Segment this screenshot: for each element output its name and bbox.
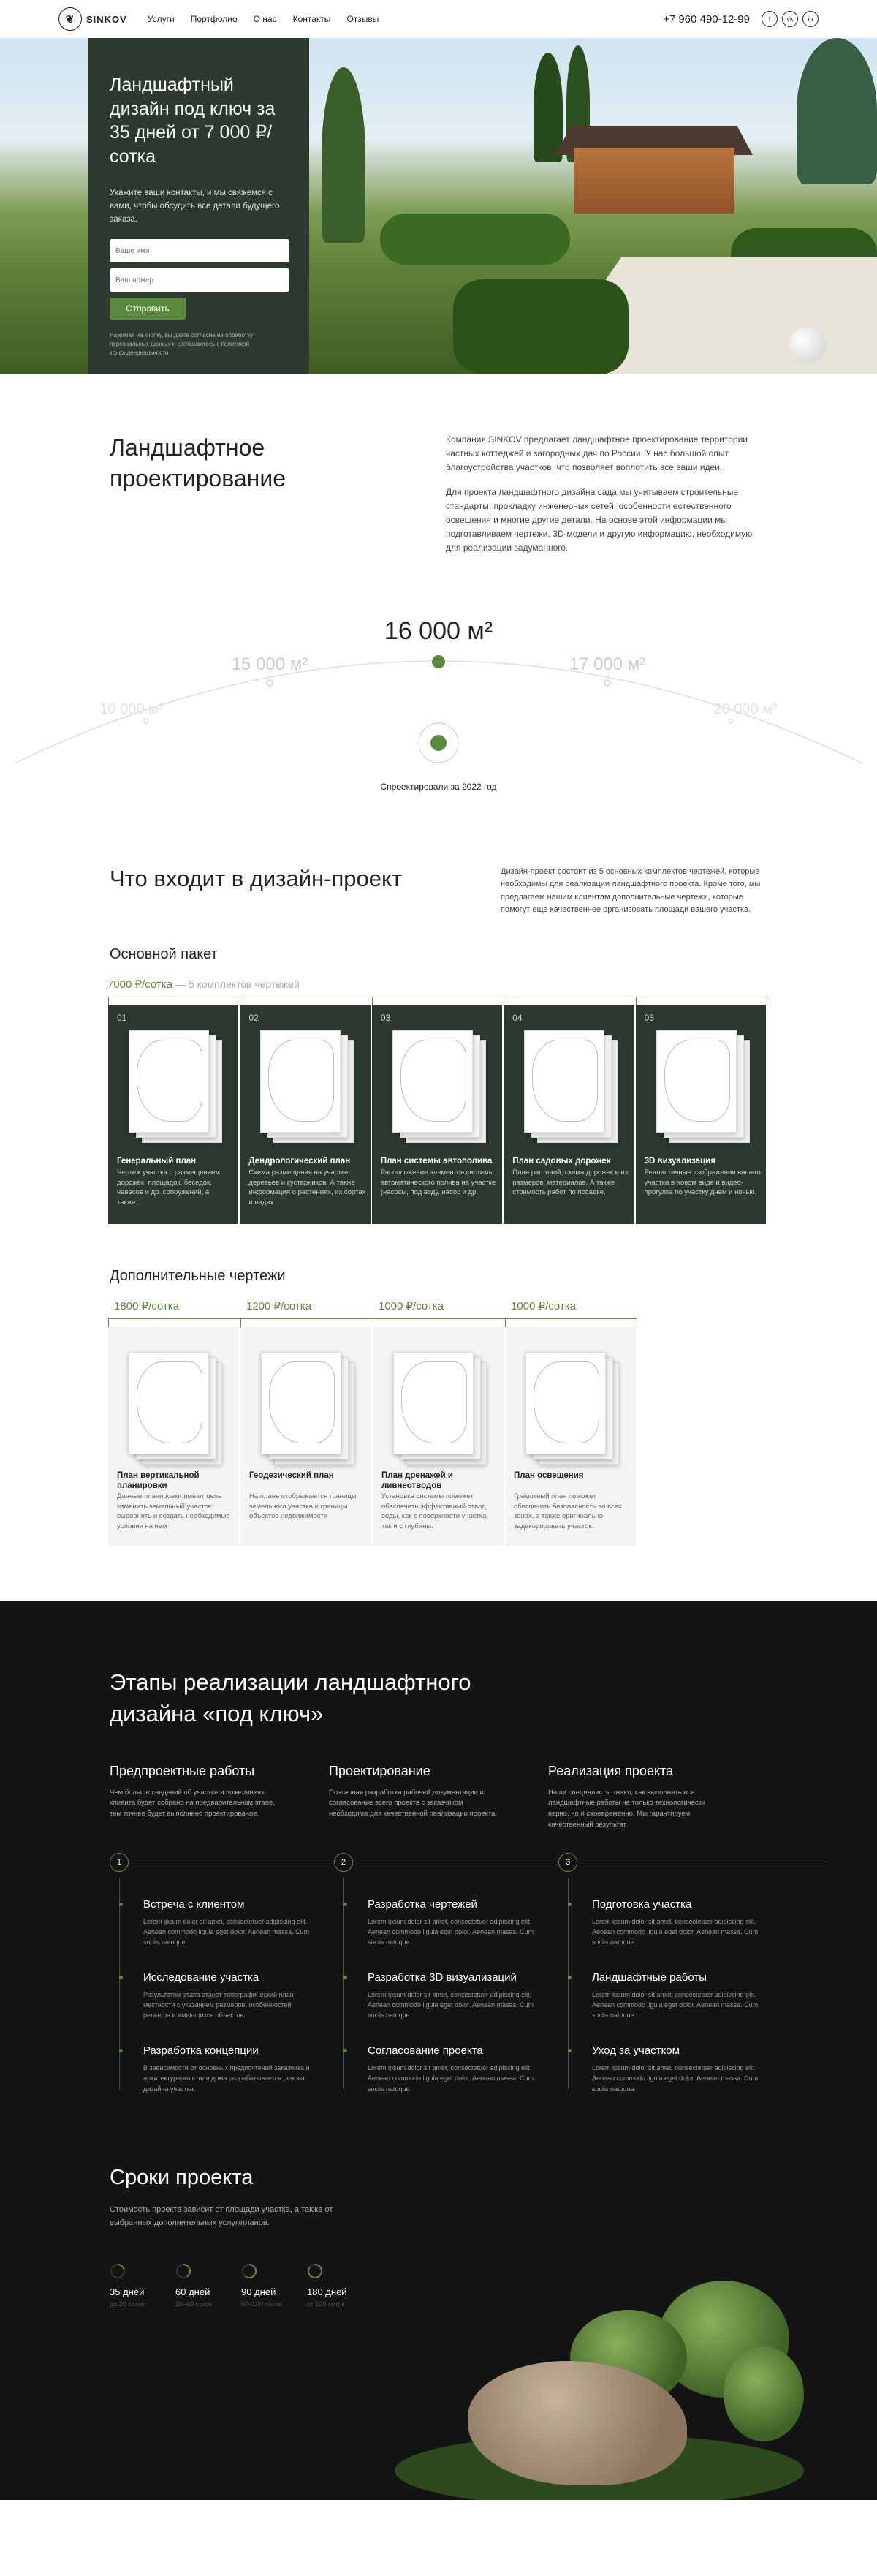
card-description: Чертеж участка с размещением дорожек, площадок, беседок, навесов и др. сооружений, а также...	[117, 1168, 220, 1207]
extra-drawing-card[interactable]	[240, 1327, 373, 1546]
hero-section	[0, 38, 877, 374]
hero-image-spruce	[797, 38, 877, 184]
stage-item-title: Подготовка участка	[592, 1898, 767, 1911]
extra-card-price: 1000 ₽/сотка	[511, 1299, 577, 1312]
card-title: План вертикальной планировки	[117, 1470, 200, 1491]
extra-title: Дополнительные чертежи	[110, 1267, 286, 1284]
nav-item-reviews[interactable]: Отзывы	[346, 14, 379, 24]
extra-card-price: 1000 ₽/сотка	[379, 1299, 444, 1312]
main-cards	[108, 1005, 767, 1224]
extra-drawing-card[interactable]	[108, 1327, 240, 1546]
term-note: 60–100 соток	[241, 2300, 281, 2308]
arc-value-right1: 17 000 м²	[569, 654, 646, 674]
includes-section	[0, 822, 877, 1546]
hero-image-tree	[322, 67, 365, 243]
stages-section	[0, 1601, 877, 2500]
progress-ring-icon	[175, 2263, 191, 2279]
stage-item-title: Уход за участком	[592, 2044, 767, 2057]
card-description: Реалистичные изображения вашего участка в новом виде и видео-прогулка по участку днем и ночью.	[644, 1168, 761, 1197]
stage-item	[143, 1898, 319, 1948]
stage-title: Реализация проекта	[548, 1763, 674, 1778]
hero-image-hedge	[380, 214, 570, 265]
stage-text: Поэтапная разработка рабочей документации и согласование всего проекта с заказчиком необходима для качественной реализации проекта.	[329, 1788, 498, 1818]
main-package-card[interactable]	[108, 1005, 240, 1224]
card-number: 01	[117, 1012, 127, 1023]
main-nav	[148, 14, 379, 24]
stage-text: Чем больше сведений об участке и пожеланиях клиента будет собрано на предварительном этапе, тем точнее будет выполнено проектирование.	[110, 1788, 275, 1818]
instagram-icon[interactable]: in	[802, 11, 819, 27]
stage-item-list	[368, 1898, 543, 2118]
terms-block	[110, 2163, 767, 2308]
arc-marker	[604, 680, 610, 686]
card-title: План освещения	[514, 1470, 584, 1480]
extra-drawing-card[interactable]	[505, 1327, 637, 1546]
term-note: 20–60 соток	[175, 2300, 212, 2308]
card-number: 04	[512, 1012, 523, 1023]
nav-item-about[interactable]: О нас	[253, 14, 277, 24]
progress-ring-icon	[241, 2263, 257, 2279]
vk-icon[interactable]: vk	[782, 11, 798, 27]
term-days: 35 дней	[110, 2286, 145, 2298]
stage-item	[368, 1971, 543, 2021]
stage-item	[592, 2044, 767, 2094]
phone-link[interactable]: +7 960 490-12-99	[663, 12, 750, 26]
card-description: Установка системы поможет обеспечить эффективный отвод воды, как с поверхности участка, так и с глубины.	[381, 1492, 489, 1531]
stage-item-title: Разработка 3D визуализаций	[368, 1971, 543, 1984]
stage-column	[329, 1764, 548, 1831]
stage-item	[143, 2044, 319, 2094]
nav-item-services[interactable]: Услуги	[147, 14, 175, 24]
extra-card-price: 1200 ₽/сотка	[246, 1299, 312, 1312]
stage-item-desc: Lorem ipsum dolor sit amet, consectetuer adipiscing elit. Aenean commodo ligula eget dolor. Aenean massa. Cum sociis natoque.	[368, 2063, 534, 2093]
card-description: Грамотный план поможет обеспечить безопасность во всех зонах, а также оригинально задекорировать участок.	[514, 1492, 622, 1531]
stage-item-desc: Lorem ipsum dolor sit amet, consectetuer adipiscing elit. Aenean commodo ligula eget dolor. Aenean massa. Cum sociis natoque.	[368, 1990, 534, 2020]
progress-ring-icon	[307, 2263, 323, 2279]
term-note: от 100 соток	[307, 2300, 345, 2308]
step-1-circle: 1	[110, 1853, 129, 1872]
stage-item-list	[143, 1898, 319, 2118]
card-number: 03	[380, 1012, 391, 1023]
stage-item-list	[592, 1898, 767, 2118]
stage-title: Проектирование	[329, 1763, 430, 1778]
card-number: 05	[644, 1012, 654, 1023]
drawing-preview-image	[129, 1352, 222, 1469]
main-package-price	[107, 978, 767, 991]
leaf-logo-icon: ❦	[58, 7, 82, 31]
card-title: План садовых дорожек	[512, 1156, 611, 1166]
card-title: Дендрологический план	[248, 1156, 351, 1166]
arc-value-left2: 10 000 м²	[99, 700, 164, 717]
main-price-note: — 5 комплектов чертежей	[172, 978, 300, 990]
timeline-vline	[568, 1878, 569, 2090]
term-days: 60 дней	[175, 2286, 210, 2298]
hero-image-hedge	[453, 279, 629, 374]
about-paragraph-2: Для проекта ландшафтного дизайна сада мы учитываем строительные стандарты, прокладку инженерных сетей, особенности естественного освещения и многие другие детали. На основе этой информации мы подготавливаем чертежи, 3D-модели и другую информацию, необходимую для реализации задуманного.	[446, 486, 753, 554]
card-description: На плане отображаются границы земельного участка и границы объектов недвижимости	[249, 1492, 357, 1521]
terms-lead: Стоимость проекта зависит от площади участка, а также от выбранных дополнительных услуг/планов.	[110, 2205, 333, 2227]
stage-item	[143, 1971, 319, 2021]
stage-item-title: Разработка чертежей	[368, 1898, 543, 1911]
main-package-card[interactable]	[636, 1005, 767, 1224]
layers-icon-inner	[430, 735, 447, 751]
area-stats-arc	[0, 581, 877, 822]
term-ring	[241, 2263, 281, 2308]
social-links	[762, 11, 819, 27]
stage-item	[368, 1898, 543, 1948]
main-package-card[interactable]	[372, 1005, 504, 1224]
card-description: Схема размещения на участке деревьев и кустарников. А также информация о растениях, их сортах и видах.	[248, 1168, 366, 1207]
hero-text: Укажите ваши контакты, и мы свяжемся с вами, чтобы обсудить все детали будущего заказа.	[110, 189, 280, 224]
about-title: Ландшафтное проектирование	[110, 434, 286, 491]
phone-input[interactable]	[110, 268, 289, 292]
hero-image-cypress	[534, 53, 563, 162]
extra-drawing-card[interactable]	[373, 1327, 505, 1546]
main-package-title: Основной пакет	[110, 945, 218, 962]
card-title: Геодезический план	[249, 1470, 334, 1480]
stage-item-desc: Lorem ipsum dolor sit amet, consectetuer adipiscing elit. Aenean commodo ligula eget dolor. Aenean massa. Cum sociis natoque.	[592, 1917, 759, 1946]
brand-logo[interactable]	[58, 7, 127, 31]
includes-text: Дизайн-проект состоит из 5 основных комплектов чертежей, которые необходимы для реализации ландшафтного проекта. Кроме того, мы предлагаем нашим клиентам дополнительные чертежи, которые помогут еще качественнее организовать площади вашего участка.	[501, 866, 761, 915]
terms-title: Сроки проекта	[110, 2165, 254, 2189]
facebook-icon[interactable]: f	[762, 11, 778, 27]
main-package-card[interactable]	[240, 1005, 371, 1224]
drawing-preview-image	[524, 1030, 618, 1147]
term-rings	[110, 2263, 767, 2308]
brand-name: SINKOV	[86, 13, 127, 25]
consent-text[interactable]: Нажимая на кнопку, вы даете согласие на обработку персональных данных и соглашаетесь с политикой конфиденциальности	[110, 332, 254, 357]
stage-item-title: Встреча с клиентом	[143, 1898, 319, 1911]
arc-value-right2: 20 000 м²	[713, 700, 778, 717]
card-title: План системы автополива	[380, 1156, 493, 1166]
stage-columns	[110, 1764, 767, 1831]
drawing-preview-image	[656, 1030, 750, 1147]
hero-image-lamp	[789, 327, 826, 363]
about-section	[0, 374, 877, 566]
term-ring	[175, 2263, 212, 2308]
stage-item-title: Разработка концепции	[143, 2044, 319, 2057]
extra-bracket	[108, 1318, 767, 1327]
drawing-preview-image	[260, 1030, 354, 1147]
main-package-bracket	[108, 997, 767, 1005]
timeline-vline	[343, 1878, 344, 2090]
extra-card-price: 1800 ₽/сотка	[114, 1299, 180, 1312]
stage-items	[110, 1878, 767, 2126]
about-paragraph-1: Компания SINKOV предлагает ландшафтное проектирование территории частных коттеджей и загородных дач по России. У нас большой опыт благоустройства участков, что позволяет воплотить все ваши идеи.	[446, 434, 748, 473]
arc-marker	[144, 719, 148, 723]
term-days: 180 дней	[307, 2286, 347, 2298]
extra-prices	[108, 1299, 767, 1318]
term-note: до 20 соток	[110, 2300, 145, 2308]
term-ring	[110, 2263, 146, 2308]
stage-item-desc: Lorem ipsum dolor sit amet, consectetuer adipiscing elit. Aenean commodo ligula eget dolor. Aenean massa. Cum sociis natoque.	[592, 1990, 759, 2020]
arc-marker-active	[432, 655, 445, 668]
name-input[interactable]	[110, 239, 289, 262]
arc-caption: Спроектировали за 2022 год	[380, 781, 497, 792]
stage-text: Наши специалисты знают, как выполнить все ландшафтные работы не только технологически верно, но и своевременно. Мы гарантируем качественный результат.	[548, 1788, 706, 1829]
stage-item-title: Ландшафтные работы	[592, 1971, 767, 1984]
stage-item-desc: Lorem ipsum dolor sit amet, consectetuer adipiscing elit. Aenean commodo ligula eget dolor. Aenean massa. Cum sociis natoque.	[368, 1917, 534, 1946]
card-description: План растений, схема дорожек и их размеров, материалов. А также стоимость работ по посадке.	[512, 1168, 629, 1197]
arc-value-center: 16 000 м²	[384, 616, 493, 645]
includes-title: Что входит в дизайн-проект	[110, 865, 403, 891]
drawing-preview-image	[393, 1352, 487, 1469]
card-description: Расположение элементов системы автоматического полива на участке (насосы, под воду, насос и др.	[380, 1168, 496, 1197]
submit-button[interactable]: Отправить	[110, 298, 186, 320]
arc-marker	[729, 719, 733, 723]
drawing-preview-image	[392, 1030, 486, 1147]
stage-item-title: Исследование участка	[143, 1971, 319, 1984]
hero-title: Ландшафтный дизайн под ключ за 35 дней от 7 000 ₽/сотка	[110, 75, 276, 167]
nav-item-portfolio[interactable]: Портфолио	[190, 14, 238, 24]
hero-image-house	[574, 148, 734, 214]
stage-item	[592, 1971, 767, 2021]
stage-item-desc: Результатом этапа станет топографический план местности с указанием размеров, особенностей рельефа и имеющихся объектов.	[143, 1990, 294, 2020]
timeline-vline	[119, 1878, 120, 2090]
card-number: 02	[248, 1012, 259, 1023]
stage-item-desc: В зависимости от основных предпочтений заказчика и архитектурного стиля дома разрабатывается основа дизайна участка.	[143, 2063, 310, 2093]
drawing-preview-image	[525, 1352, 619, 1469]
card-title: Генеральный план	[117, 1156, 197, 1166]
stage-item	[592, 1898, 767, 1948]
stage-item-desc: Lorem ipsum dolor sit amet, consectetuer adipiscing elit. Aenean commodo ligula eget dolor. Aenean massa. Cum sociis natoque.	[143, 1917, 310, 1946]
step-2-circle: 2	[334, 1853, 353, 1872]
decor-bush	[724, 2346, 804, 2441]
arc-value-left1: 15 000 м²	[231, 654, 308, 674]
stage-item	[368, 2044, 543, 2094]
stage-column	[110, 1764, 329, 1831]
drawing-preview-image	[129, 1030, 222, 1147]
term-days: 90 дней	[241, 2286, 276, 2298]
drawing-preview-image	[261, 1352, 354, 1469]
card-title: 3D визуализация	[644, 1156, 715, 1166]
site-header	[0, 0, 877, 38]
step-3-circle: 3	[558, 1853, 577, 1872]
stages-timeline	[110, 1848, 767, 1878]
stage-item-title: Согласование проекта	[368, 2044, 543, 2057]
stage-item-desc: Lorem ipsum dolor sit amet, consectetuer adipiscing elit. Aenean commodo ligula eget dolor. Aenean massa. Cum sociis natoque.	[592, 2063, 759, 2093]
progress-ring-icon	[110, 2263, 126, 2279]
stages-title: Этапы реализации ландшафтного дизайна «под ключ»	[110, 1669, 471, 1727]
nav-item-contacts[interactable]: Контакты	[292, 14, 331, 24]
card-description: Данные планировки имеют цель изменить земельный участок: выровнять и создать необходимые условия на нем	[117, 1492, 230, 1531]
card-title: План дренажей и ливнеотводов	[381, 1470, 453, 1491]
term-ring	[307, 2263, 347, 2308]
stage-column	[548, 1764, 767, 1831]
stage-title: Предпроектные работы	[110, 1763, 255, 1778]
lead-form-panel	[88, 38, 309, 374]
arc-marker	[267, 680, 273, 686]
main-package-card[interactable]	[504, 1005, 635, 1224]
extra-cards	[108, 1327, 767, 1546]
main-price-value: 7000 ₽/сотка	[107, 978, 173, 991]
